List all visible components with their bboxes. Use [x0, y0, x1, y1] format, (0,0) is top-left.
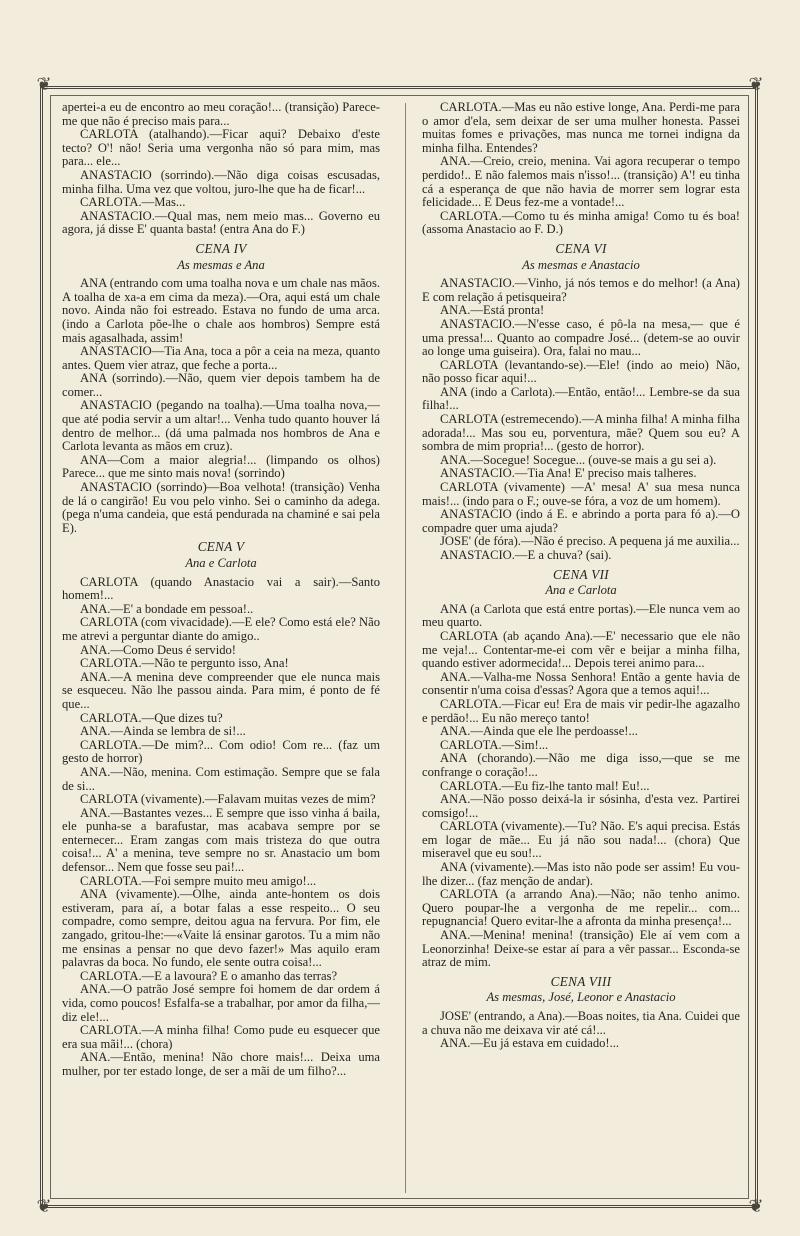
dialogue-paragraph: ANA.—Não, menina. Com estimação. Sempre que se fala de si...: [62, 764, 380, 793]
dialogue-paragraph: ANASTACIO.—Vinho, já nós temos e do melhor! (a Ana) E com relação á petisqueira?: [422, 276, 740, 304]
dialogue-paragraph: CARLOTA.—A minha filha! Como pude eu esquecer que era sua mãi!... (chora): [62, 1023, 380, 1051]
dialogue-paragraph: ANA.—E' a bondade em pessoa!..: [80, 601, 254, 616]
dialogue-paragraph: CARLOTA (ab açando Ana).—E' necessario que ele não me veja!... Contentar-me-ei com vêr e beijar a minha filha, quando estiver adormecida!... Depois terei animo para...: [422, 628, 740, 671]
corner-ornament-icon: ❦: [36, 1196, 52, 1217]
left-column: [62, 101, 380, 1191]
dialogue-paragraph: ANA.—Creio, creio, menina. Vai agora recuperar o tempo perdido!.. E não falemos mais n'isso!... (transição) A'! eu tinha cá a esperança de que não havia de morrer sem lograr esta felicidade... E Deus fez-me a vontade!...: [422, 154, 740, 210]
dialogue-paragraph: CARLOTA (atalhando).—Ficar aqui? Debaixo d'este tecto? O'! não! Seria uma vergonha não só para mim, mas para... ele...: [62, 127, 380, 169]
dialogue-paragraph: ANASTACIO (sorrindo).—Não diga coisas escusadas, minha filha. Uma vez que voltou, juro-lhe que ha de ficar!...: [62, 167, 380, 196]
dialogue-paragraph: ANA.—A menina deve compreender que ele nunca mais se esqueceu. Não lhe passou ainda. Para mim, é ponto de fé que...: [62, 669, 380, 711]
dialogue-paragraph: ANASTACIO.—N'esse caso, é pô-la na mesa,— que é uma pressa!... Quanto ao compadre José... (detem-se ao ouvir ao longe uma guiseira). Ora, falai no mau...: [422, 316, 740, 359]
dialogue-paragraph: CARLOTA.—De mim?... Com odio! Com re... (faz um gesto de horror): [62, 737, 380, 766]
scene-heading: CENA VII: [553, 566, 609, 582]
dialogue-paragraph: ANA (entrando com uma toalha nova e um chale nas mãos. A toalha de xa-a em cima da meza).—Ora, aqui está um chale novo. Ainda não foi estreado. Estava no fundo de uma arca. (indo a Carlota põe-lhe o chale aos hombros) Sempre está mais agasalhada, assim!: [62, 276, 380, 345]
dialogue-paragraph: ANA.—Valha-me Nossa Senhora! Então a gente havia de consentir n'uma coisa d'essas? Agora que a temos aqui!...: [422, 669, 740, 698]
scene-heading: CENA VI: [555, 240, 607, 256]
dialogue-paragraph: CARLOTA.—Não te pergunto isso, Ana!: [80, 656, 289, 671]
dialogue-paragraph: CARLOTA (a arrando Ana).—Não; não tenho animo. Quero poupar-lhe a vergonha de me repelir... com... repugnancia! Quero evitar-lhe a afronta da minha presença!...: [422, 887, 740, 929]
dialogue-paragraph: CARLOTA.—Mas...: [80, 195, 186, 210]
corner-ornament-icon: ❦: [36, 74, 52, 95]
dialogue-paragraph: CARLOTA (levantando-se).—Ele! (indo ao meio) Não, não posso ficar aqui!...: [422, 357, 740, 386]
dialogue-paragraph: CARLOTA (vivamente) —A' mesa! A' sua mesa nunca mais!... (indo para o F.; ouve-se fóra, a voz de um homem).: [422, 480, 740, 508]
dialogue-paragraph: CARLOTA.—Foi sempre muito meu amigo!...: [80, 873, 317, 888]
dialogue-paragraph: CARLOTA.—Sim!...: [440, 737, 549, 752]
scene-heading: CENA IV: [195, 240, 247, 256]
dialogue-paragraph: ANA (chorando).—Não me diga isso,—que se me confrange o coração!...: [422, 751, 740, 779]
scene-cast: As mesmas e Ana: [177, 257, 265, 272]
column-divider: [405, 103, 406, 1193]
dialogue-paragraph: ANA (a Carlota que está entre portas).—Ele nunca vem ao meu quarto.: [422, 601, 740, 630]
dialogue-paragraph: ANA.—Ainda que ele lhe perdoasse!...: [440, 724, 638, 739]
dialogue-paragraph: CARLOTA (estremecendo).—A minha filha! A minha filha adorada!... Mas sou eu, porventura, mãe? Quem sou eu? A sombra de mim propria!... (gesto de horror).: [422, 412, 740, 454]
right-column: [422, 101, 740, 1191]
dialogue-paragraph: ANA.—Ainda se lembra de si!...: [80, 724, 246, 739]
corner-ornament-icon: ❦: [748, 74, 764, 95]
dialogue-paragraph: ANASTACIO.—Tia Ana! E' preciso mais talheres.: [440, 466, 697, 481]
dialogue-paragraph: ANA (vivamente).—Mas isto não pode ser assim! Eu vou-lhe dizer... (faz menção de andar).: [422, 860, 740, 888]
dialogue-paragraph: ANASTACIO—Tia Ana, toca a pôr a ceia na meza, quanto antes. Quem vier atraz, que feche a porta...: [62, 344, 380, 372]
dialogue-paragraph: ANASTACIO.—E a chuva? (sai).: [440, 548, 612, 562]
dialogue-paragraph: ANA (indo a Carlota).—Então, então!... Lembre-se da sua filha!...: [422, 384, 740, 413]
dialogue-paragraph: CARLOTA.—Ficar eu! Era de mais vir pedir-lhe agazalho e perdão!... Eu não mereço tanto!: [422, 696, 740, 725]
dialogue-paragraph: CARLOTA.—E a lavoura? E o amanho das terras?: [80, 968, 338, 983]
scene-cast: Ana e Carlota: [185, 556, 257, 570]
dialogue-paragraph: ANA.—Então, menina! Não chore mais!... Deixa uma mulher, por ter estado longe, de ser a mãi de um filho?...: [62, 1050, 380, 1078]
scene-heading: CENA V: [197, 539, 245, 555]
dialogue-paragraph: ANA.—Como Deus é servido!: [80, 642, 237, 657]
dialogue-paragraph: ANA.—Bastantes vezes... E sempre que isso vinha á baila, ele punha-se a barafustar, mas acabava sempre por se enternecer... Eram zangas com mais tristeza do que outra coisa!... A' a menina, teve sempre no sr. Anastacio um bom defensor... Nem que fosse seu pai!...: [62, 805, 380, 875]
dialogue-paragraph: CARLOTA (vivamente).—Falavam muitas vezes de mim?: [80, 792, 376, 807]
dialogue-paragraph: ANASTACIO.—Qual mas, nem meio mas... Governo eu agora, já disse E' quanta basta! (entra Ana do F.): [62, 208, 380, 237]
dialogue-paragraph: CARLOTA.—Mas eu não estive longe, Ana. Perdi-me para o amor d'ela, sem deixar de ser uma mulher honesta. Passei muitas fomes e privações, mas nunca me tornei indigna da minha filha. Entendes?: [422, 101, 740, 155]
scene-cast: As mesmas e Anastacio: [522, 257, 640, 272]
dialogue-paragraph: ANASTACIO (pegando na toalha).—Uma toalha nova,—que até podia servir a um altar!... Venha tudo quanto houver lá dentro de melhor... (dá uma palmada nos hombros de Ana e Carlota levanta as mãos em cruz).: [62, 398, 380, 454]
dialogue-paragraph: ANA—Com a maior alegria!... (limpando os olhos) Parece... que me sinto mais nova! (sorrindo): [62, 452, 380, 481]
dialogue-paragraph: JOSE' (entrando, a Ana).—Boas noites, tia Ana. Cuidei que a chuva não me deixava vir até cá!...: [422, 1009, 740, 1037]
dialogue-paragraph: ANA.—Não posso deixá-la ir sósinha, d'esta vez. Partirei comsigo!...: [422, 792, 740, 820]
dialogue-paragraph: ANA (sorrindo).—Não, quem vier depois tambem ha de comer...: [62, 371, 380, 399]
dialogue-paragraph: CARLOTA.—Que dizes tu?: [80, 710, 223, 725]
scene-heading: CENA VIII: [550, 973, 612, 989]
dialogue-paragraph: ANASTACIO (sorrindo)—Boa velhota! (transição) Venha de lá o cangirão! Eu vou pelo vinho. Sei o caminho da adega. (pega n'uma candeia, que está pendurada na chaminé e sai pela E).: [62, 480, 380, 535]
dialogue-paragraph: CARLOTA (quando Anastacio vai a sair).—Santo homem!...: [62, 574, 380, 603]
dialogue-paragraph: CARLOTA (vivamente).—Tu? Não. E's aqui precisa. Estás em logar de mãe... Eu já não sou nada!... (chora) Que miseravel que eu sou!...: [422, 819, 740, 861]
scene-cast: Ana e Carlota: [545, 583, 617, 598]
dialogue-paragraph: CARLOTA (com vivacidade).—E ele? Como está ele? Não me atrevi a perguntar diante do amigo..: [62, 615, 380, 643]
dialogue-paragraph: ANA.—Está pronta!: [440, 303, 545, 318]
dialogue-paragraph: ANASTACIO (indo á E. e abrindo a porta para fó a).—O compadre quer uma ajuda?: [422, 507, 740, 535]
dialogue-paragraph: ANA.—Menina! menina! (transição) Ele aí vem com a Leonorzinha! Deixe-se estar aí para a vêr passar... Esconda-se atraz de mim.: [422, 928, 740, 970]
dialogue-paragraph: JOSE' (de fóra).—Não é preciso. A pequena já me auxilia...: [440, 534, 740, 549]
corner-ornament-icon: ❦: [748, 1196, 764, 1217]
dialogue-paragraph: apertei-a eu de encontro ao meu coração!... (transição) Parece-me que não é preciso mais para...: [62, 101, 380, 128]
dialogue-paragraph: ANA.—Socegue! Socegue... (ouve-se mais a gu sei a).: [440, 452, 717, 467]
dialogue-paragraph: ANA (vivamente).—Olhe, ainda ante-hontem os dois estiveram, para aí, a botar falas a esse respeito... O seu compadre, como sempre, deitou agua na fervura. Por fim, ele zangado, gritou-lhe:—«Vaite lá ensinar garotos. Tu a mim não me ensinas a pensar no que devo fazer!» Mas aquilo eram palavras da boca. No fundo, ele sente outra coisa!...: [62, 887, 380, 970]
dialogue-paragraph: ANA.—O patrão José sempre foi homem de dar ordem á vida, como poucos! Esfalfa-se a trabalhar, por amor da filha,—diz ele!...: [62, 982, 380, 1024]
dialogue-paragraph: CARLOTA.—Como tu és minha amiga! Como tu és boa! (assoma Anastacio ao F. D.): [422, 208, 740, 237]
dialogue-paragraph: ANA.—Eu já estava em cuidado!...: [440, 1036, 620, 1051]
scene-cast: As mesmas, José, Leonor e Anastacio: [486, 990, 676, 1005]
dialogue-paragraph: CARLOTA.—Eu fiz-lhe tanto mal! Eu!...: [440, 778, 650, 793]
